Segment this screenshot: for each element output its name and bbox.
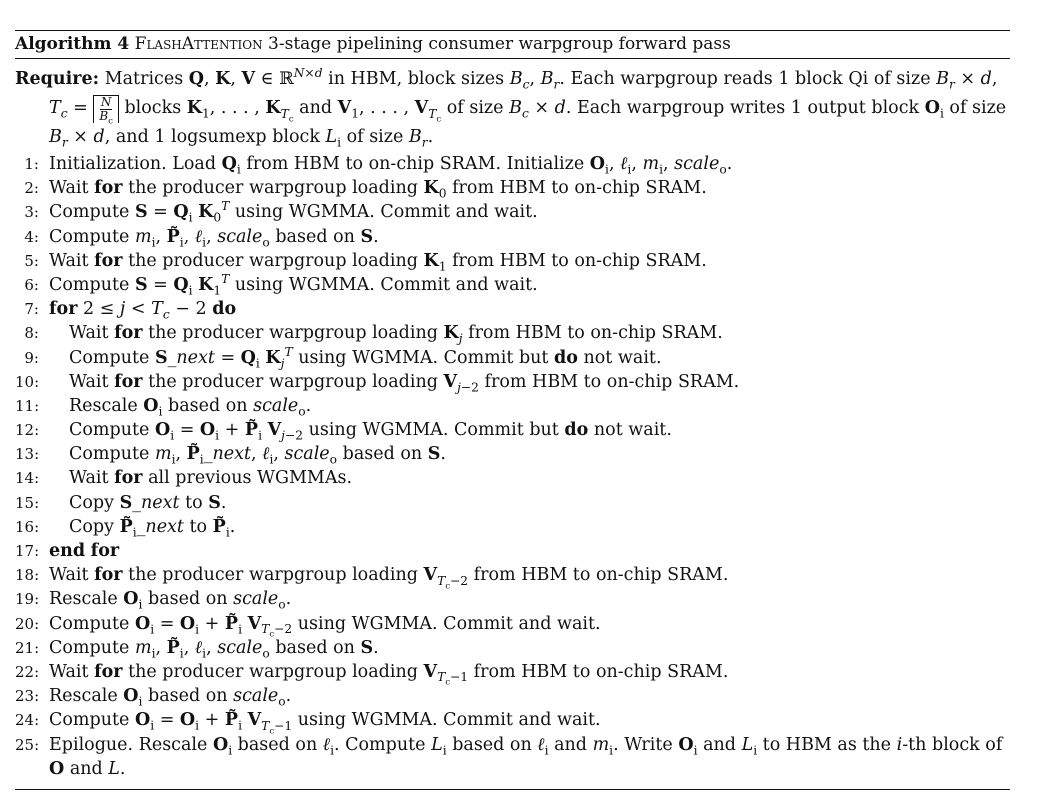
line-text: Copy S_next to S. xyxy=(69,492,227,513)
line-text: Compute $O_i = O_i$ + $P̃_i$ $V_{j-2}$ using WGMMA. Commit but do not wait. xyxy=(69,420,672,443)
algorithm-line xyxy=(15,176,1010,200)
caption-title-smallcaps: FlashAttention xyxy=(134,34,263,54)
line-number: 13: xyxy=(15,445,40,464)
require-text-1: Matrices Q, K, V ∈ ℝ$^{N\times d}$ in HBM, block sizes $B_c$, $B_r$. Each warpgroup reads 1 block Qi of size $B_r \times d$, xyxy=(104,66,998,92)
line-number: 24: xyxy=(15,711,40,730)
caption-label: Algorithm 4 xyxy=(15,34,130,54)
line-text: for $2 \le j < T_c - 2$ do xyxy=(49,299,237,322)
line-number: 16: xyxy=(15,517,40,536)
require-line-2 xyxy=(15,94,1010,123)
algorithm-line xyxy=(15,442,1010,466)
line-text: Compute $m_i$, $P̃_i$, ℓ$_i$, scale$_o$ based on S. xyxy=(49,226,379,250)
line-number: 21: xyxy=(15,638,40,657)
algorithm-lines xyxy=(15,152,1010,781)
line-text: Compute $S = Q_i$ $K_0^T$ using WGMMA. Commit and wait. xyxy=(49,199,538,225)
line-text: Epilogue. Rescale $O_i$ based on ℓ$_i$. Compute $L_i$ based on ℓ$_i$ and $m_i$. Write $O_i$ and $L_i$ to HBM as the i-th block of O and L. xyxy=(49,734,1003,779)
line-number: 10: xyxy=(15,372,40,391)
algorithm-line xyxy=(15,612,1010,640)
line-number: 23: xyxy=(15,687,40,706)
algorithm-line xyxy=(15,152,1010,176)
algorithm-line xyxy=(15,563,1010,592)
line-number: 2: xyxy=(24,179,39,198)
line-text: Rescale $O_i$ based on scale$_o$. xyxy=(69,395,312,419)
algorithm-line xyxy=(15,249,1010,273)
require-line-3 xyxy=(15,123,1010,152)
line-text: Wait for the producer warpgroup loading $V_{T_c-1}$ from HBM to on-chip SRAM. xyxy=(49,661,729,688)
caption-rule xyxy=(15,58,1010,59)
algorithm-line xyxy=(15,660,1010,688)
bottom-rule xyxy=(15,789,1010,790)
algorithm-line xyxy=(15,733,1010,781)
algorithm-line xyxy=(15,321,1010,345)
line-text: Wait for the producer warpgroup loading $K_1$ from HBM to on-chip SRAM. xyxy=(49,250,707,274)
line-number: 20: xyxy=(15,614,40,633)
algorithm-caption xyxy=(15,31,1010,58)
line-number: 19: xyxy=(15,590,40,609)
algorithm-line xyxy=(15,466,1010,490)
algorithm-line xyxy=(15,346,1010,370)
algorithm-line xyxy=(15,515,1010,539)
line-text: Wait for all previous WGMMAs. xyxy=(69,468,353,489)
algorithm-line xyxy=(15,636,1010,660)
line-number: 1: xyxy=(24,155,39,173)
line-text: Rescale $O_i$ based on scale$_o$. xyxy=(49,686,292,709)
require-block xyxy=(15,65,1010,152)
line-number: 18: xyxy=(15,566,40,585)
line-text: Wait for the producer warpgroup loading $K_j$ from HBM to on-chip SRAM. xyxy=(69,323,723,346)
line-text: Compute $O_i = O_i$ + $P̃_i$ $V_{T_c-1}$ using WGMMA. Commit and wait. xyxy=(49,710,601,737)
algorithm-line xyxy=(15,273,1010,297)
line-number: 12: xyxy=(15,421,40,440)
line-number: 22: xyxy=(15,662,40,681)
algorithm-line xyxy=(15,684,1010,708)
algorithm-block xyxy=(15,30,1010,790)
line-text: end for xyxy=(49,541,120,561)
algorithm-line xyxy=(15,370,1010,394)
line-text: Compute $m_i$, $P̃_i$, ℓ$_i$, scale$_o$ based on S. xyxy=(49,637,379,661)
algorithm-line xyxy=(15,708,1010,737)
caption-title: 3-stage pipelining consumer warpgroup forward pass xyxy=(262,34,731,54)
algorithm-line xyxy=(15,394,1010,418)
algorithm-line xyxy=(15,587,1010,611)
algorithm-line-endfor xyxy=(15,539,1010,563)
line-number: 6: xyxy=(24,275,39,294)
require-line-1 xyxy=(15,65,1010,94)
algorithm-line xyxy=(15,418,1010,442)
line-number: 7: xyxy=(24,300,39,319)
algorithm-line xyxy=(15,225,1010,249)
line-text: Compute $S = Q_i$ $K_1^T$ using WGMMA. Commit and wait. xyxy=(49,272,538,298)
line-text: Compute $m_i$, $P̃_i\_next$, ℓ$_i$, scale$_o$ based on S. xyxy=(69,444,446,467)
line-text: Compute S_next = $Q_i$ $K_j^T$ using WGMMA. Commit but do not wait. xyxy=(69,344,662,370)
line-number: 11: xyxy=(15,396,40,415)
require-keyword: Require: xyxy=(15,69,100,89)
line-number: 14: xyxy=(15,469,40,488)
line-text: Rescale $O_i$ based on scale$_o$. xyxy=(49,589,292,612)
line-text: Wait for the producer warpgroup loading $K_0$ from HBM to on-chip SRAM. xyxy=(49,178,707,201)
line-number: 9: xyxy=(24,348,39,367)
line-text: Wait for the producer warpgroup loading $V_{j-2}$ from HBM to on-chip SRAM. xyxy=(69,371,740,395)
line-text: Initialization. Load $Q_i$ from HBM to on-chip SRAM. Initialize $O_i$, ℓ$_i$, $m_i$, scale$_o$. xyxy=(49,154,733,177)
algorithm-line xyxy=(15,491,1010,515)
line-text: Compute $O_i = O_i$ + $P̃_i$ $V_{T_c-2}$ using WGMMA. Commit and wait. xyxy=(49,613,601,640)
line-text: Copy $P̃_i\_next$ to $P̃_i$. xyxy=(69,516,236,540)
line-number: 5: xyxy=(24,251,39,270)
line-number: 15: xyxy=(15,493,40,512)
line-number: 3: xyxy=(24,203,39,222)
line-number: 17: xyxy=(15,542,40,560)
line-number: 8: xyxy=(24,324,39,343)
line-text: Wait for the producer warpgroup loading $V_{T_c-2}$ from HBM to on-chip SRAM. xyxy=(49,565,729,592)
algorithm-line-for xyxy=(15,297,1010,321)
line-number: 4: xyxy=(24,227,39,246)
require-text-2: $T_c$ = $\frac{N}{B_c}$ blocks $K_1$, . . . , $K_{T_c}$ and $V_1$, . . . , $V_{T_c}$ of size $B_c \times d$. Each warpgroup writes 1 output block $O_i$ of size xyxy=(49,94,1007,125)
line-number: 25: xyxy=(15,735,40,754)
require-text-3: $B_r \times d$, and 1 logsumexp block $L_i$ of size $B_r$. xyxy=(49,127,434,150)
algorithm-line xyxy=(15,200,1010,224)
